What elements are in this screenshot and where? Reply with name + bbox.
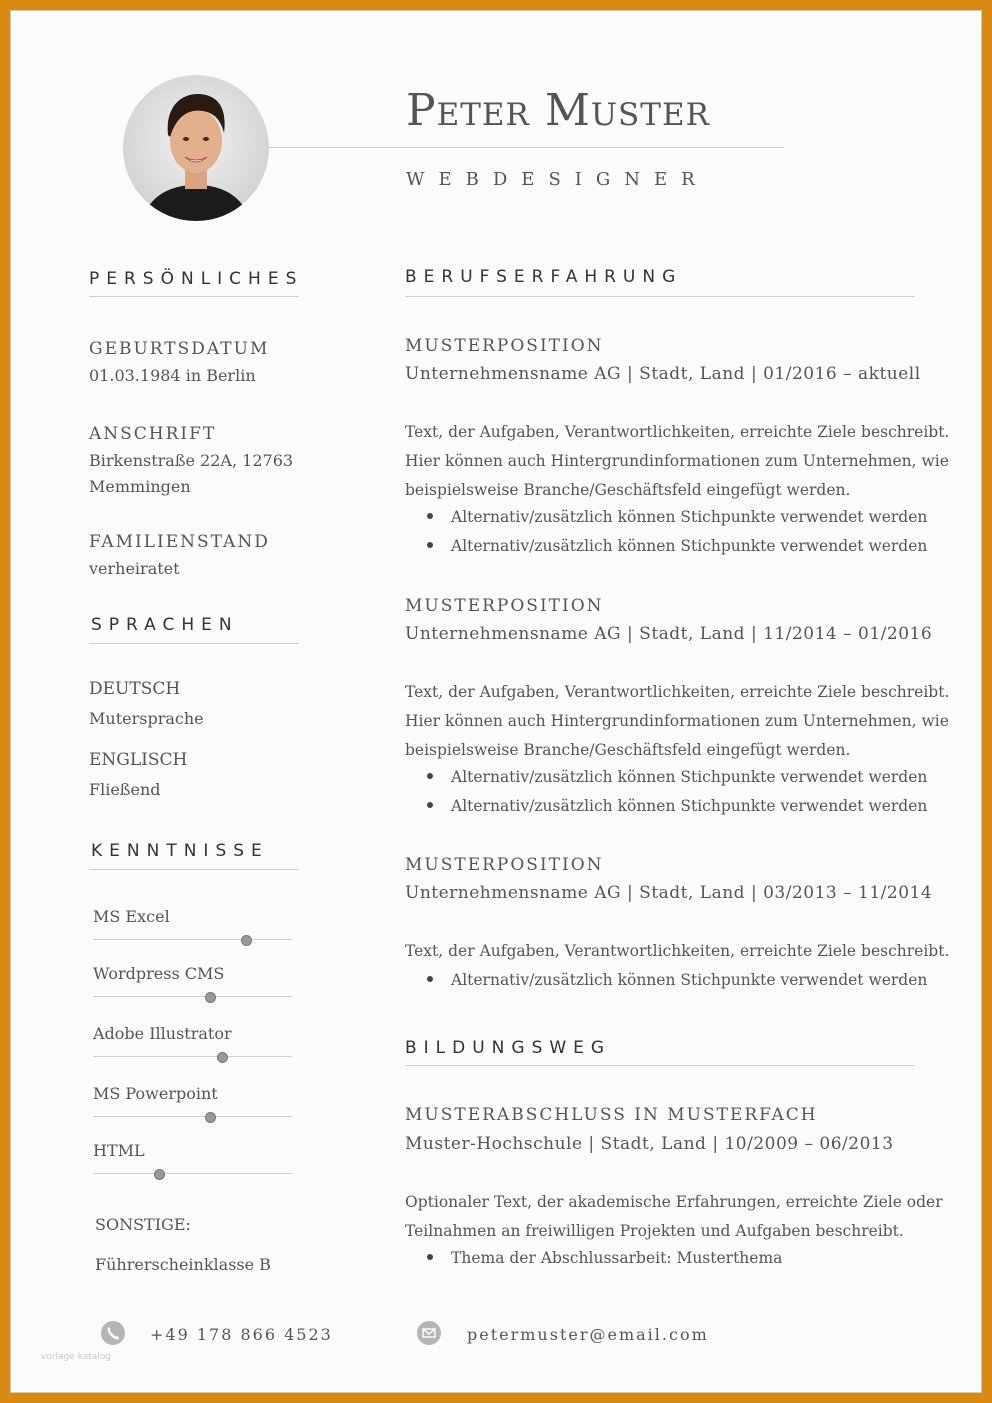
value-marital-status: verheiratet bbox=[89, 559, 180, 578]
description-line: Teilnahmen an freiwilligen Projekten und Aufgaben beschreibt. bbox=[405, 1222, 904, 1240]
value-address-line2: Memmingen bbox=[89, 477, 191, 496]
section-divider bbox=[89, 296, 299, 297]
description-line: Hier können auch Hintergrundinformationen zum Unternehmen, wie bbox=[405, 712, 949, 730]
candidate-role: WEBDESIGNER bbox=[406, 169, 709, 190]
mail-icon bbox=[417, 1321, 441, 1345]
skill-level-marker bbox=[205, 992, 216, 1003]
bullet-text: Alternativ/zusätzlich können Stichpunkte verwendet werden bbox=[451, 537, 928, 555]
job-company: Unternehmensname AG | Stadt, Land | 03/2013 – 11/2014 bbox=[405, 883, 933, 903]
other-value: Führerscheinklasse B bbox=[95, 1255, 271, 1274]
candidate-name: Peter Muster bbox=[406, 85, 710, 136]
header-divider bbox=[269, 147, 784, 148]
education-description bbox=[405, 1188, 943, 1246]
language-level: Fließend bbox=[89, 780, 161, 799]
description-line: beispielsweise Branche/Geschäftsfeld eingefügt werden. bbox=[405, 741, 851, 759]
bullet-icon bbox=[427, 773, 433, 779]
skill-name: Wordpress CMS bbox=[93, 964, 225, 983]
bullet-item bbox=[427, 508, 927, 526]
bullet-item bbox=[427, 537, 927, 555]
skill-slider-track bbox=[93, 996, 292, 997]
other-label: SONSTIGE: bbox=[95, 1215, 191, 1234]
section-title-skills: KENNTNISSE bbox=[91, 841, 269, 861]
email-address[interactable]: petermuster@email.com bbox=[467, 1325, 709, 1344]
bullet-icon bbox=[427, 976, 433, 982]
job-position: MUSTERPOSITION bbox=[405, 336, 604, 356]
description-line: beispielsweise Branche/Geschäftsfeld eingefügt werden. bbox=[405, 481, 851, 499]
description-line: Text, der Aufgaben, Verantwortlichkeiten, erreichte Ziele beschreibt. bbox=[405, 423, 950, 441]
skill-level-marker bbox=[217, 1052, 228, 1063]
description-line: Optionaler Text, der akademische Erfahrungen, erreichte Ziele oder bbox=[405, 1193, 943, 1211]
bullet-icon bbox=[427, 802, 433, 808]
bullet-item bbox=[427, 1249, 782, 1267]
phone-icon bbox=[101, 1321, 125, 1345]
bullet-text: Alternativ/zusätzlich können Stichpunkte verwendet werden bbox=[451, 768, 928, 786]
language-name: DEUTSCH bbox=[89, 679, 181, 699]
portrait-image bbox=[123, 75, 269, 221]
resume-page bbox=[10, 10, 982, 1393]
section-divider bbox=[89, 643, 299, 644]
profile-photo bbox=[123, 75, 269, 221]
bullet-text: Alternativ/zusätzlich können Stichpunkte verwendet werden bbox=[451, 508, 928, 526]
bullet-icon bbox=[427, 1254, 433, 1260]
section-divider bbox=[405, 1065, 915, 1066]
bullet-text: Alternativ/zusätzlich können Stichpunkte verwendet werden bbox=[451, 971, 928, 989]
skill-slider-track bbox=[93, 1116, 292, 1117]
job-company: Unternehmensname AG | Stadt, Land | 01/2016 – aktuell bbox=[405, 364, 921, 384]
phone-number[interactable]: +49 178 866 4523 bbox=[150, 1325, 333, 1344]
job-description bbox=[405, 418, 949, 505]
bullet-item bbox=[427, 768, 927, 786]
skill-name: HTML bbox=[93, 1141, 145, 1160]
label-marital-status: FAMILIENSTAND bbox=[89, 532, 270, 552]
bullet-icon bbox=[427, 542, 433, 548]
description-line: Hier können auch Hintergrundinformationen zum Unternehmen, wie bbox=[405, 452, 949, 470]
job-description bbox=[405, 678, 949, 765]
job-description bbox=[405, 937, 949, 966]
skill-slider-track bbox=[93, 1056, 292, 1057]
watermark-text: vorlage katalog bbox=[41, 1352, 111, 1362]
value-address-line1: Birkenstraße 22A, 12763 bbox=[89, 451, 294, 470]
skill-name: MS Excel bbox=[93, 907, 170, 926]
job-position: MUSTERPOSITION bbox=[405, 596, 604, 616]
section-divider bbox=[89, 869, 299, 870]
skill-slider-track bbox=[93, 1173, 292, 1174]
language-name: ENGLISCH bbox=[89, 750, 188, 770]
description-line: Text, der Aufgaben, Verantwortlichkeiten, erreichte Ziele beschreibt. bbox=[405, 942, 950, 960]
description-line: Text, der Aufgaben, Verantwortlichkeiten, erreichte Ziele beschreibt. bbox=[405, 683, 950, 701]
bullet-text: Thema der Abschlussarbeit: Musterthema bbox=[451, 1249, 783, 1267]
label-address: ANSCHRIFT bbox=[89, 424, 217, 444]
bullet-item bbox=[427, 971, 927, 989]
skill-level-marker bbox=[205, 1112, 216, 1123]
skill-slider-track bbox=[93, 939, 292, 940]
skill-level-marker bbox=[154, 1169, 165, 1180]
bullet-item bbox=[427, 797, 927, 815]
job-position: MUSTERPOSITION bbox=[405, 855, 604, 875]
degree-title: MUSTERABSCHLUSS IN MUSTERFACH bbox=[405, 1105, 818, 1125]
bullet-text: Alternativ/zusätzlich können Stichpunkte verwendet werden bbox=[451, 797, 928, 815]
skill-level-marker bbox=[241, 935, 252, 946]
job-company: Unternehmensname AG | Stadt, Land | 11/2014 – 01/2016 bbox=[405, 624, 933, 644]
section-divider bbox=[405, 296, 915, 297]
section-title-experience: BERUFSERFAHRUNG bbox=[405, 267, 683, 287]
value-birthdate: 01.03.1984 in Berlin bbox=[89, 366, 256, 385]
section-title-languages: SPRACHEN bbox=[91, 615, 239, 635]
bullet-icon bbox=[427, 513, 433, 519]
skill-name: Adobe Illustrator bbox=[93, 1024, 232, 1043]
language-level: Mutersprache bbox=[89, 709, 204, 728]
school-info: Muster-Hochschule | Stadt, Land | 10/2009 – 06/2013 bbox=[405, 1134, 894, 1154]
section-title-education: BILDUNGSWEG bbox=[405, 1038, 612, 1058]
skill-name: MS Powerpoint bbox=[93, 1084, 218, 1103]
label-birthdate: GEBURTSDATUM bbox=[89, 339, 270, 359]
section-title-personal: PERSÖNLICHES bbox=[89, 269, 304, 289]
